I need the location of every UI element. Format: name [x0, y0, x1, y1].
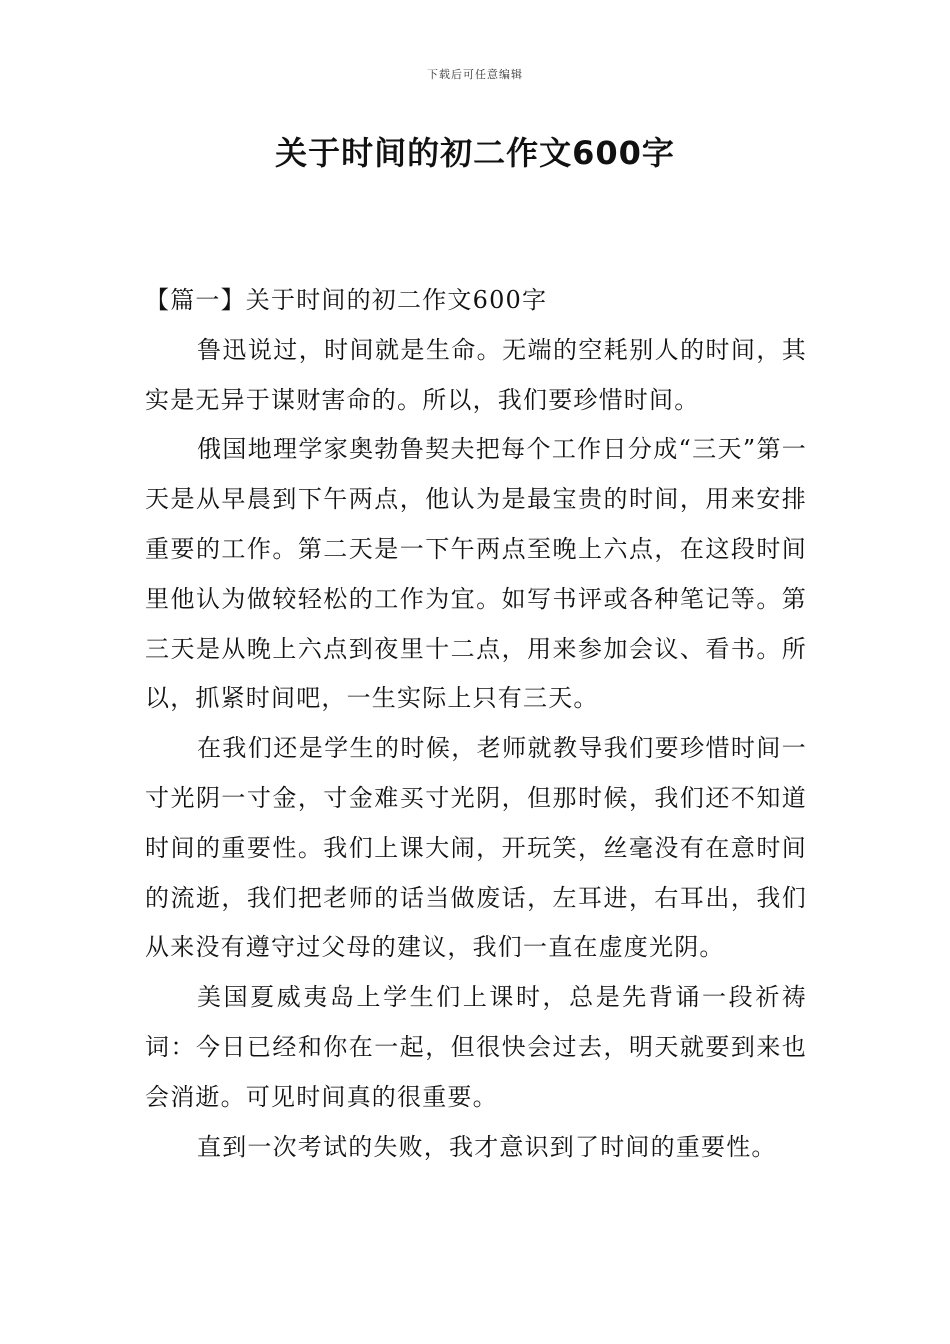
paragraph: 美国夏威夷岛上学生们上课时，总是先背诵一段祈祷词：今日已经和你在一起，但很快会过去，明天就要到来也会消逝。可见时间真的很重要。 [145, 983, 807, 1111]
paragraph: 在我们还是学生的时候，老师就教导我们要珍惜时间一寸光阴一寸金，寸金难买寸光阴，但那时候，我们还不知道时间的重要性。我们上课大闹，开玩笑，丝毫没有在意时间的流逝，我们把老师的话当做废话，左耳进，右耳出，我们从来没有遵守过父母的建议，我们一直在虚度光阴。 [145, 734, 807, 962]
paragraph: 俄国地理学家奥勃鲁契夫把每个工作日分成“三天”第一天是从早晨到下午两点，他认为是最宝贵的时间，用来安排重要的工作。第二天是一下午两点至晚上六点，在这段时间里他认为做较轻松的工作为宜。如写书评或各种笔记等。第三天是从晚上六点到夜里十二点，用来参加会议、看书。所以，抓紧时间吧，一生实际上只有三天。 [145, 435, 807, 713]
paragraph: 鲁迅说过，时间就是生命。无端的空耗别人的时间，其实是无异于谋财害命的。所以，我们要珍惜时间。 [145, 335, 807, 414]
essay-body [145, 276, 807, 1172]
paragraph: 直到一次考试的失败，我才意识到了时间的重要性。 [197, 1132, 777, 1161]
page-title: 关于时间的初二作文600字 [275, 134, 675, 172]
section-heading: 【篇一】关于时间的初二作文600字 [145, 286, 548, 314]
header-note: 下载后可任意编辑 [427, 68, 523, 81]
